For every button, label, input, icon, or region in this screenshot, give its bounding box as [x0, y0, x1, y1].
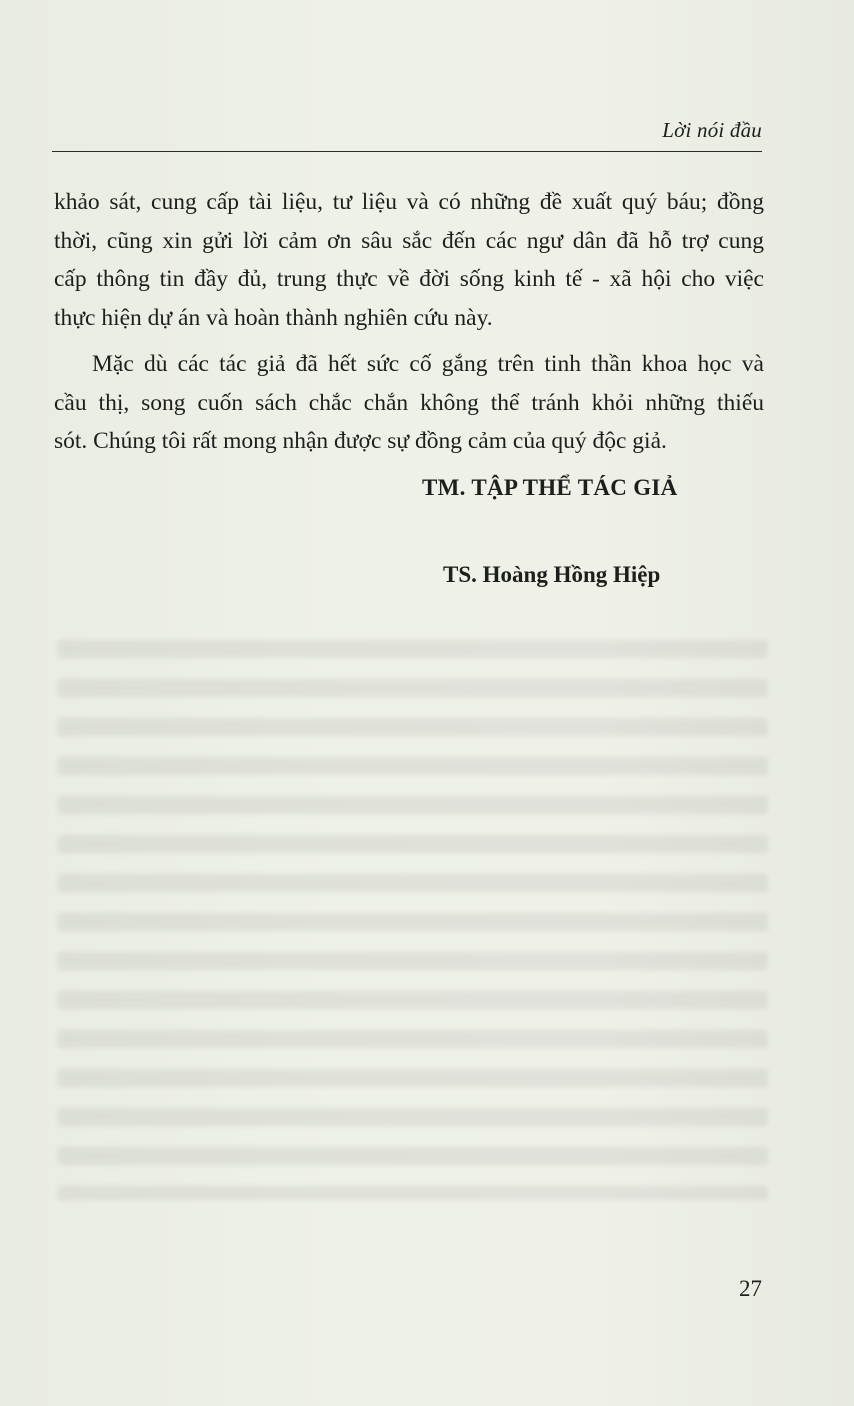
show-through-shadow: [58, 640, 768, 1200]
running-header-title: Lời nói đầu: [662, 118, 762, 142]
paragraph-1-line-3: cấp thông tin đầy đủ, trung thực về đời sống kinh tế - xã hội cho việc: [54, 266, 764, 292]
paragraph-2: [54, 345, 764, 461]
paragraph-2-line-1: Mặc dù các tác giả đã hết sức cố gắng trên tinh thần khoa học và: [92, 351, 764, 377]
paragraph-2-line-2: cầu thị, song cuốn sách chắc chắn không thể tránh khỏi những thiếu: [54, 389, 764, 416]
header-divider: [52, 151, 762, 152]
paragraph-1-line-1: khảo sát, cung cấp tài liệu, tư liệu và có những đề xuất quý báu; đồng: [54, 189, 764, 215]
paragraph-1-line-2: thời, cũng xin gửi lời cảm ơn sâu sắc đến các ngư dân đã hỗ trợ cung: [54, 227, 764, 254]
signature-name: TS. Hoàng Hồng Hiệp: [443, 562, 661, 587]
paragraph-1-line-4: thực hiện dự án và hoàn thành nghiên cứu này.: [54, 304, 493, 331]
signature-organization: TM. TẬP THỂ TÁC GIẢ: [422, 475, 678, 500]
paragraph-2-line-3: sót. Chúng tôi rất mong nhận được sự đồng cảm của quý độc giả.: [54, 428, 667, 454]
paragraph-1: [54, 183, 764, 337]
page-number: 27: [739, 1276, 762, 1301]
